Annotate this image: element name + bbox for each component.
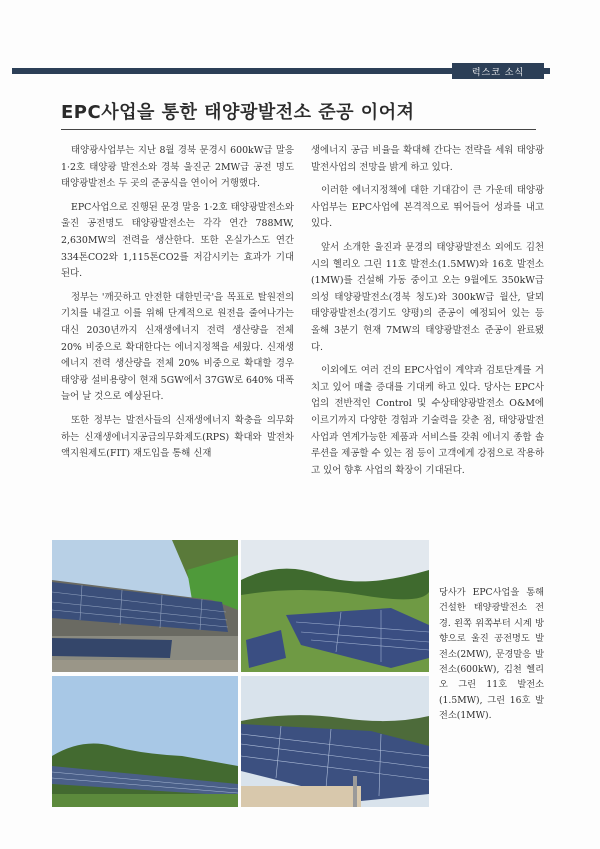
photo-mungyeong-solar-plant (241, 540, 429, 672)
photo-gimcheon-helio-green-11 (52, 676, 238, 807)
title-underline (61, 129, 536, 130)
right-column (311, 143, 544, 486)
photo-gimcheon-green-16 (241, 676, 429, 807)
paragraph: 또한 정부는 발전사들의 신재생에너지 확충을 의무화하는 신재생에너지공급의무화제도(RPS) 확대와 발전차액지원제도(FIT) 재도입을 통해 신재 (61, 414, 294, 460)
photo-uljin-solar-plant (52, 540, 238, 672)
section-tag (452, 63, 544, 79)
paragraph: 이외에도 여러 건의 EPC사업이 계약과 검토단계를 거치고 있어 매출 증대를 기대케 하고 있다. 당사는 EPC사업의 전반적인 Control 및 수상태양광발전소 O&M에 이르기까지 다양한 경험과 기술력을 갖춘 점, 태양광발전사업과 연계가능한 제품과 서비스를 갖춰 에너지 종합 솔루션을 제공할 수 있는 점 등이 고객에게 강점으로 작용하고 있어 향후 사업의 확장이 기대된다. (311, 365, 544, 476)
paragraph: 정부는 '깨끗하고 안전한 대한민국'을 목표로 탈원전의 기치를 내걸고 이를 위해 단계적으로 원전을 줄여나가는 대신 2030년까지 신재생에너지 전력 생산량을 전체 20% 비중으로 확대한다는 에너지정책을 세웠다. 신재생에너지 전력 생산량을 전체 20% 비중으로 확대할 경우 태양광 설비용량이 현재 5GW에서 37GW로 640% 대폭 늘어 날 것으로 예상된다. (61, 291, 294, 403)
section-tag-label: 럭스코 소식 (471, 67, 525, 78)
photo-caption: 당사가 EPC사업을 통해 건설한 태양광발전소 전경. 왼쪽 위쪽부터 시계 방향으로 울진 공전명도 발전소(2MW), 문경말응 발전소(600kW), 김천 헬리오 그린 11호 발전소(1.5MW), 그린 16호 발전소(1MW). (439, 587, 544, 722)
paragraph: 생에너지 공급 비율을 확대해 간다는 전략을 세워 태양광발전사업의 전망을 밝게 하고 있다. (311, 145, 544, 173)
paragraph: 태양광사업부는 지난 8월 경북 문경시 600kW급 말응 1·2호 태양광 발전소와 경북 울진군 2MW급 공전 명도 태양광발전소 두 곳의 준공식을 연이어 거행했다. (61, 145, 294, 190)
paragraph: EPC사업으로 진행된 문경 말응 1·2호 태양광발전소와 울진 공전명도 태양광발전소는 각각 연간 788MW, 2,630MW의 전력을 생산한다. 또한 온실가스도 연간 334톤CO2와 1,115톤CO2를 저감시키는 효과가 기대된다. (61, 201, 294, 280)
paragraph: 이러한 에너지정책에 대한 기대감이 큰 가운데 태양광사업부는 EPC사업에 본격적으로 뛰어들어 성과를 내고 있다. (311, 185, 544, 230)
paragraph: 앞서 소개한 울진과 문경의 태양광발전소 외에도 김천시의 헬리오 그린 11호 발전소(1.5MW)와 16호 발전소(1MW)를 건설해 가동 중이고 오는 9월에도 350kW급 의성 태양광발전소(경북 청도)와 300kW급 월산, 달뫼 태양광발전소(경기도 양평)의 준공이 예정되어 있는 등 올해 3분기 현재 7MW의 태양광발전소 준공이 완료됐다. (311, 241, 544, 353)
left-column (61, 143, 294, 470)
article-title: EPC사업을 통한 태양광발전소 준공 이어져 (61, 102, 415, 123)
